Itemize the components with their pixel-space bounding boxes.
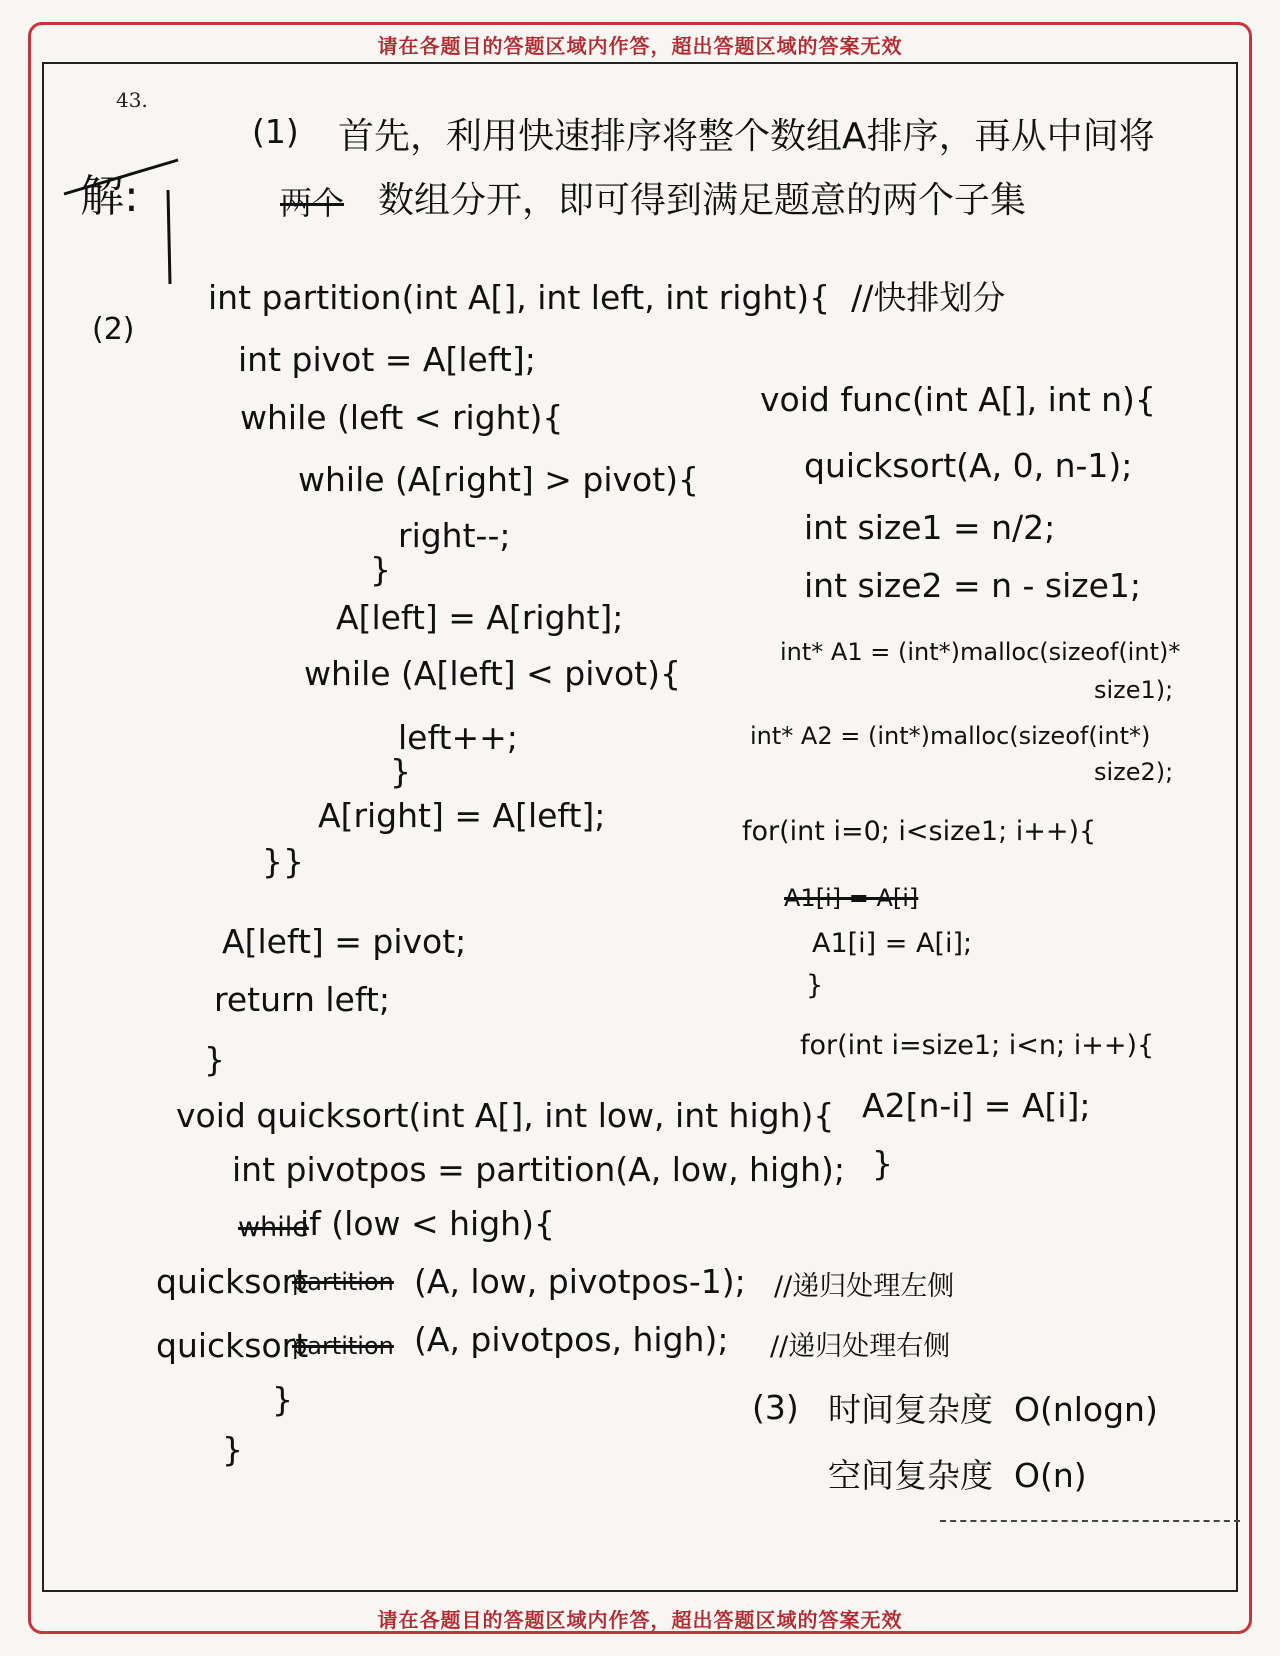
quicksort-comment: //递归处理右侧 bbox=[770, 1331, 951, 1362]
partition-line: } bbox=[370, 550, 391, 589]
quicksort-line: void quicksort(int A[], int low, int high){ bbox=[176, 1096, 835, 1135]
func-line: for(int i=size1; i<n; i++){ bbox=[800, 1030, 1155, 1061]
partition-line: int partition(int A[], int left, int right){ //快排划分 bbox=[208, 278, 1006, 317]
partition-line: while (A[right] > pivot){ bbox=[298, 460, 700, 499]
part3-time: 时间复杂度 O(nlogn) bbox=[828, 1390, 1158, 1429]
partition-line: A[left] = pivot; bbox=[222, 922, 467, 961]
partition-line: while (A[left] < pivot){ bbox=[304, 654, 681, 693]
func-line: size1); bbox=[1094, 676, 1174, 704]
part3-space: 空间复杂度 O(n) bbox=[828, 1456, 1087, 1495]
func-line: for(int i=0; i<size1; i++){ bbox=[742, 816, 1097, 847]
func-line: } bbox=[872, 1144, 893, 1183]
part1-struck: 两个 bbox=[280, 184, 345, 222]
part1-line2: 数组分开，即可得到满足题意的两个子集 bbox=[378, 180, 1027, 221]
func-line: int* A2 = (int*)malloc(sizeof(int*) bbox=[750, 722, 1151, 750]
partition-line: int pivot = A[left]; bbox=[238, 340, 536, 379]
dashed-line bbox=[940, 1520, 1240, 1522]
quicksort-line: } bbox=[222, 1430, 243, 1469]
jie-label: 解: bbox=[80, 171, 139, 222]
quicksort-line: if (low < high){ bbox=[300, 1204, 555, 1243]
partition-line: } bbox=[204, 1040, 225, 1079]
notice-bottom: 请在各题目的答题区域内作答，超出答题区域的答案无效 bbox=[377, 1608, 903, 1632]
notice-top: 请在各题目的答题区域内作答，超出答题区域的答案无效 bbox=[377, 34, 903, 58]
quicksort-comment: //递归处理左侧 bbox=[774, 1271, 955, 1302]
partition-line: right--; bbox=[398, 516, 511, 555]
question-number: 43. bbox=[116, 88, 148, 112]
partition-line: A[right] = A[left]; bbox=[318, 796, 606, 835]
quicksort-line: quicksort bbox=[156, 1262, 309, 1301]
quicksort-line: (A, low, pivotpos-1); bbox=[414, 1262, 746, 1301]
partition-line: return left; bbox=[214, 980, 390, 1019]
quicksort-struck-while: while bbox=[238, 1212, 309, 1243]
func-line: int* A1 = (int*)malloc(sizeof(int)* bbox=[780, 638, 1181, 666]
partition-line: while (left < right){ bbox=[240, 398, 564, 437]
quicksort-line: } bbox=[272, 1380, 293, 1419]
partition-line: } bbox=[390, 752, 411, 791]
func-struck-line: A1[i] = A[i] bbox=[784, 884, 919, 912]
func-line: int size2 = n - size1; bbox=[804, 566, 1142, 605]
func-line: } bbox=[806, 970, 824, 1001]
func-line: quicksort(A, 0, n-1); bbox=[804, 446, 1133, 485]
part1-line1: 首先，利用快速排序将整个数组A排序，再从中间将 bbox=[338, 116, 1155, 157]
quicksort-line: (A, pivotpos, high); bbox=[414, 1320, 729, 1359]
func-line: int size1 = n/2; bbox=[804, 508, 1056, 547]
quicksort-struck-partition: partition bbox=[292, 1268, 394, 1296]
part1-label: (1) bbox=[252, 112, 299, 151]
part3-label: (3) bbox=[752, 1388, 799, 1427]
func-line: A2[n-i] = A[i]; bbox=[862, 1086, 1091, 1125]
partition-line: A[left] = A[right]; bbox=[336, 598, 624, 637]
quicksort-line: quicksort bbox=[156, 1326, 309, 1365]
part2-label: (2) bbox=[92, 312, 135, 347]
quicksort-struck-partition: partition bbox=[292, 1332, 394, 1360]
func-line: void func(int A[], int n){ bbox=[760, 380, 1156, 419]
jie-stroke bbox=[60, 150, 200, 290]
partition-line: }} bbox=[262, 842, 304, 881]
quicksort-line: int pivotpos = partition(A, low, high); bbox=[232, 1150, 845, 1189]
partition-line: left++; bbox=[398, 718, 518, 757]
func-line: A1[i] = A[i]; bbox=[812, 928, 973, 959]
func-line: size2); bbox=[1094, 758, 1174, 786]
